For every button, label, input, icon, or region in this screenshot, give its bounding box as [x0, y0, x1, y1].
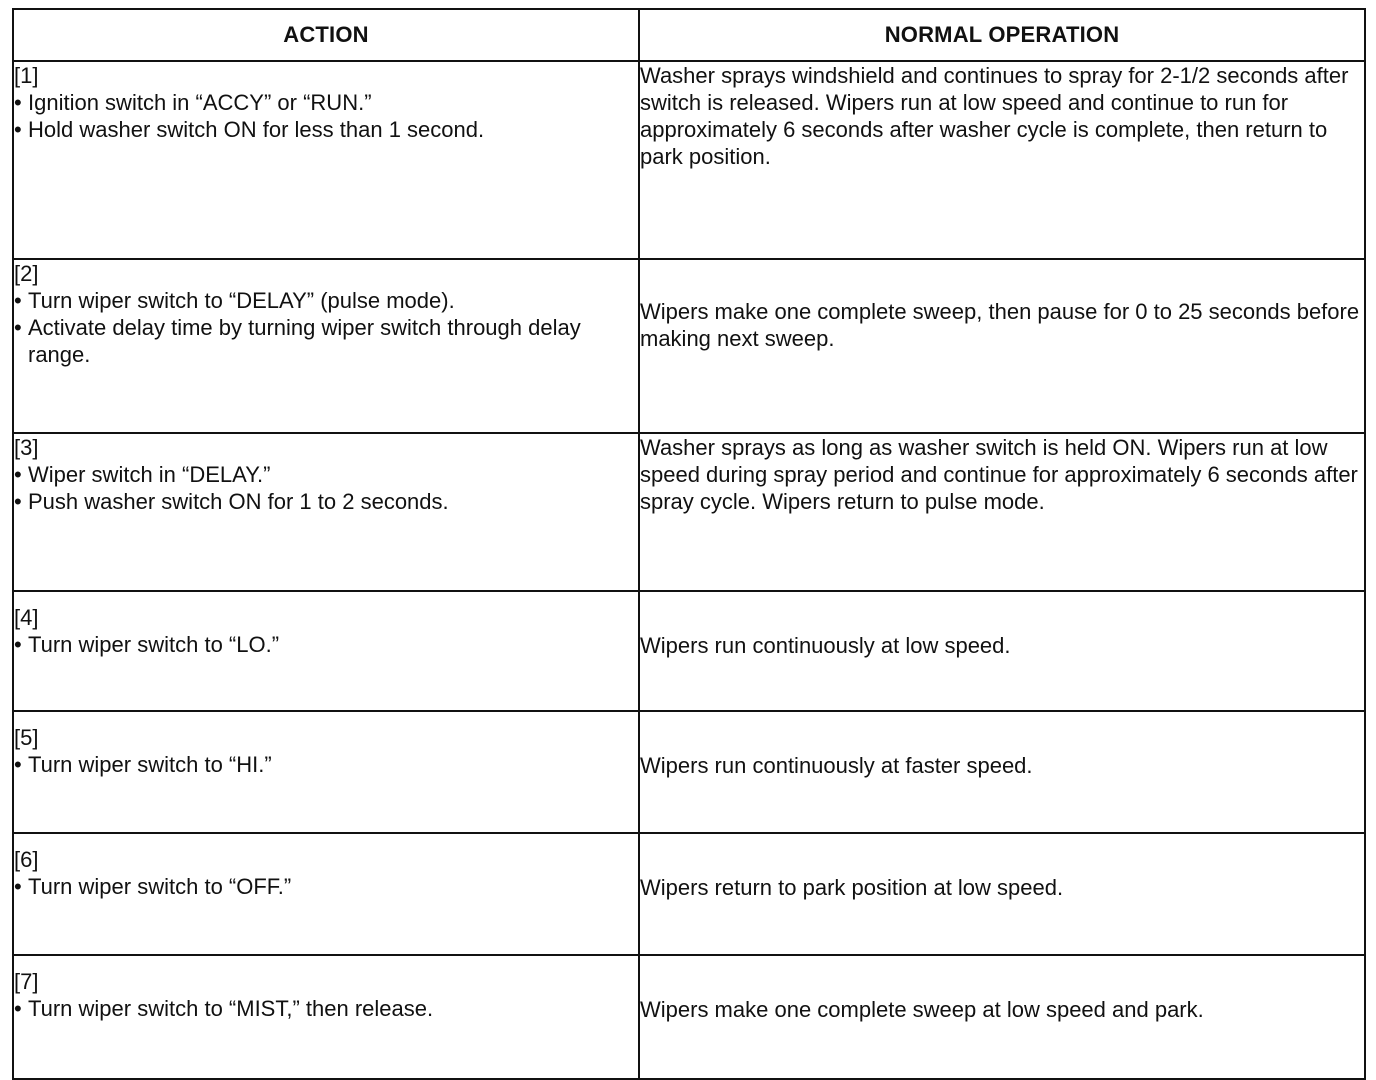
action-cell	[13, 711, 639, 833]
action-bullet: • Turn wiper switch to “LO.”	[14, 631, 638, 658]
operation-cell	[639, 61, 1365, 259]
action-cell	[13, 833, 639, 955]
step-number: [6]	[14, 847, 39, 872]
normal-operation-column-header: NORMAL OPERATION	[639, 9, 1365, 61]
operation-cell	[639, 711, 1365, 833]
table-row	[13, 955, 1365, 1079]
action-bullet: • Hold washer switch ON for less than 1 second.	[14, 116, 638, 143]
step-number: [5]	[14, 725, 39, 750]
action-cell	[13, 591, 639, 711]
operation-text: Wipers run continuously at faster speed.	[640, 753, 1033, 778]
operation-cell	[639, 833, 1365, 955]
operation-text: Wipers run continuously at low speed.	[640, 633, 1011, 658]
operation-cell	[639, 955, 1365, 1079]
operation-text: Washer sprays windshield and continues to spray for 2-1/2 seconds after switch is released. Wipers run at low speed and continue to run for approximately 6 seconds after washer cycle is complete, then return to park position.	[640, 63, 1349, 169]
operation-cell	[639, 591, 1365, 711]
step-number: [3]	[14, 435, 39, 460]
operation-cell	[639, 433, 1365, 591]
action-bullet: • Turn wiper switch to “DELAY” (pulse mode).	[14, 287, 638, 314]
action-bullet: • Push washer switch ON for 1 to 2 seconds.	[14, 488, 638, 515]
operation-text: Wipers return to park position at low speed.	[640, 875, 1064, 900]
operation-text: Wipers make one complete sweep, then pause for 0 to 25 seconds before making next sweep.	[640, 299, 1360, 351]
action-column-header: ACTION	[13, 9, 639, 61]
action-bullet: • Turn wiper switch to “MIST,” then release.	[14, 995, 638, 1022]
step-number: [4]	[14, 605, 39, 630]
operation-text: Wipers make one complete sweep at low speed and park.	[640, 997, 1204, 1022]
header-row	[13, 9, 1365, 61]
step-number: [7]	[14, 969, 39, 994]
action-bullet: • Wiper switch in “DELAY.”	[14, 461, 638, 488]
table-row	[13, 433, 1365, 591]
table-row	[13, 61, 1365, 259]
table-row	[13, 833, 1365, 955]
action-bullet: • Turn wiper switch to “HI.”	[14, 751, 638, 778]
action-cell	[13, 61, 639, 259]
table-row	[13, 711, 1365, 833]
step-number: [2]	[14, 261, 39, 286]
action-cell	[13, 955, 639, 1079]
step-number: [1]	[14, 63, 39, 88]
action-bullet: • Activate delay time by turning wiper switch through delay range.	[14, 314, 638, 368]
action-cell	[13, 259, 639, 433]
action-bullet: • Turn wiper switch to “OFF.”	[14, 873, 638, 900]
operation-text: Washer sprays as long as washer switch is held ON. Wipers run at low speed during spray period and continue for approximately 6 seconds after spray cycle. Wipers return to pulse mode.	[640, 435, 1358, 514]
table-row	[13, 259, 1365, 433]
action-cell	[13, 433, 639, 591]
action-bullet: • Ignition switch in “ACCY” or “RUN.”	[14, 89, 638, 116]
wiper-washer-operation-table	[12, 8, 1366, 1080]
operation-cell	[639, 259, 1365, 433]
table-row	[13, 591, 1365, 711]
